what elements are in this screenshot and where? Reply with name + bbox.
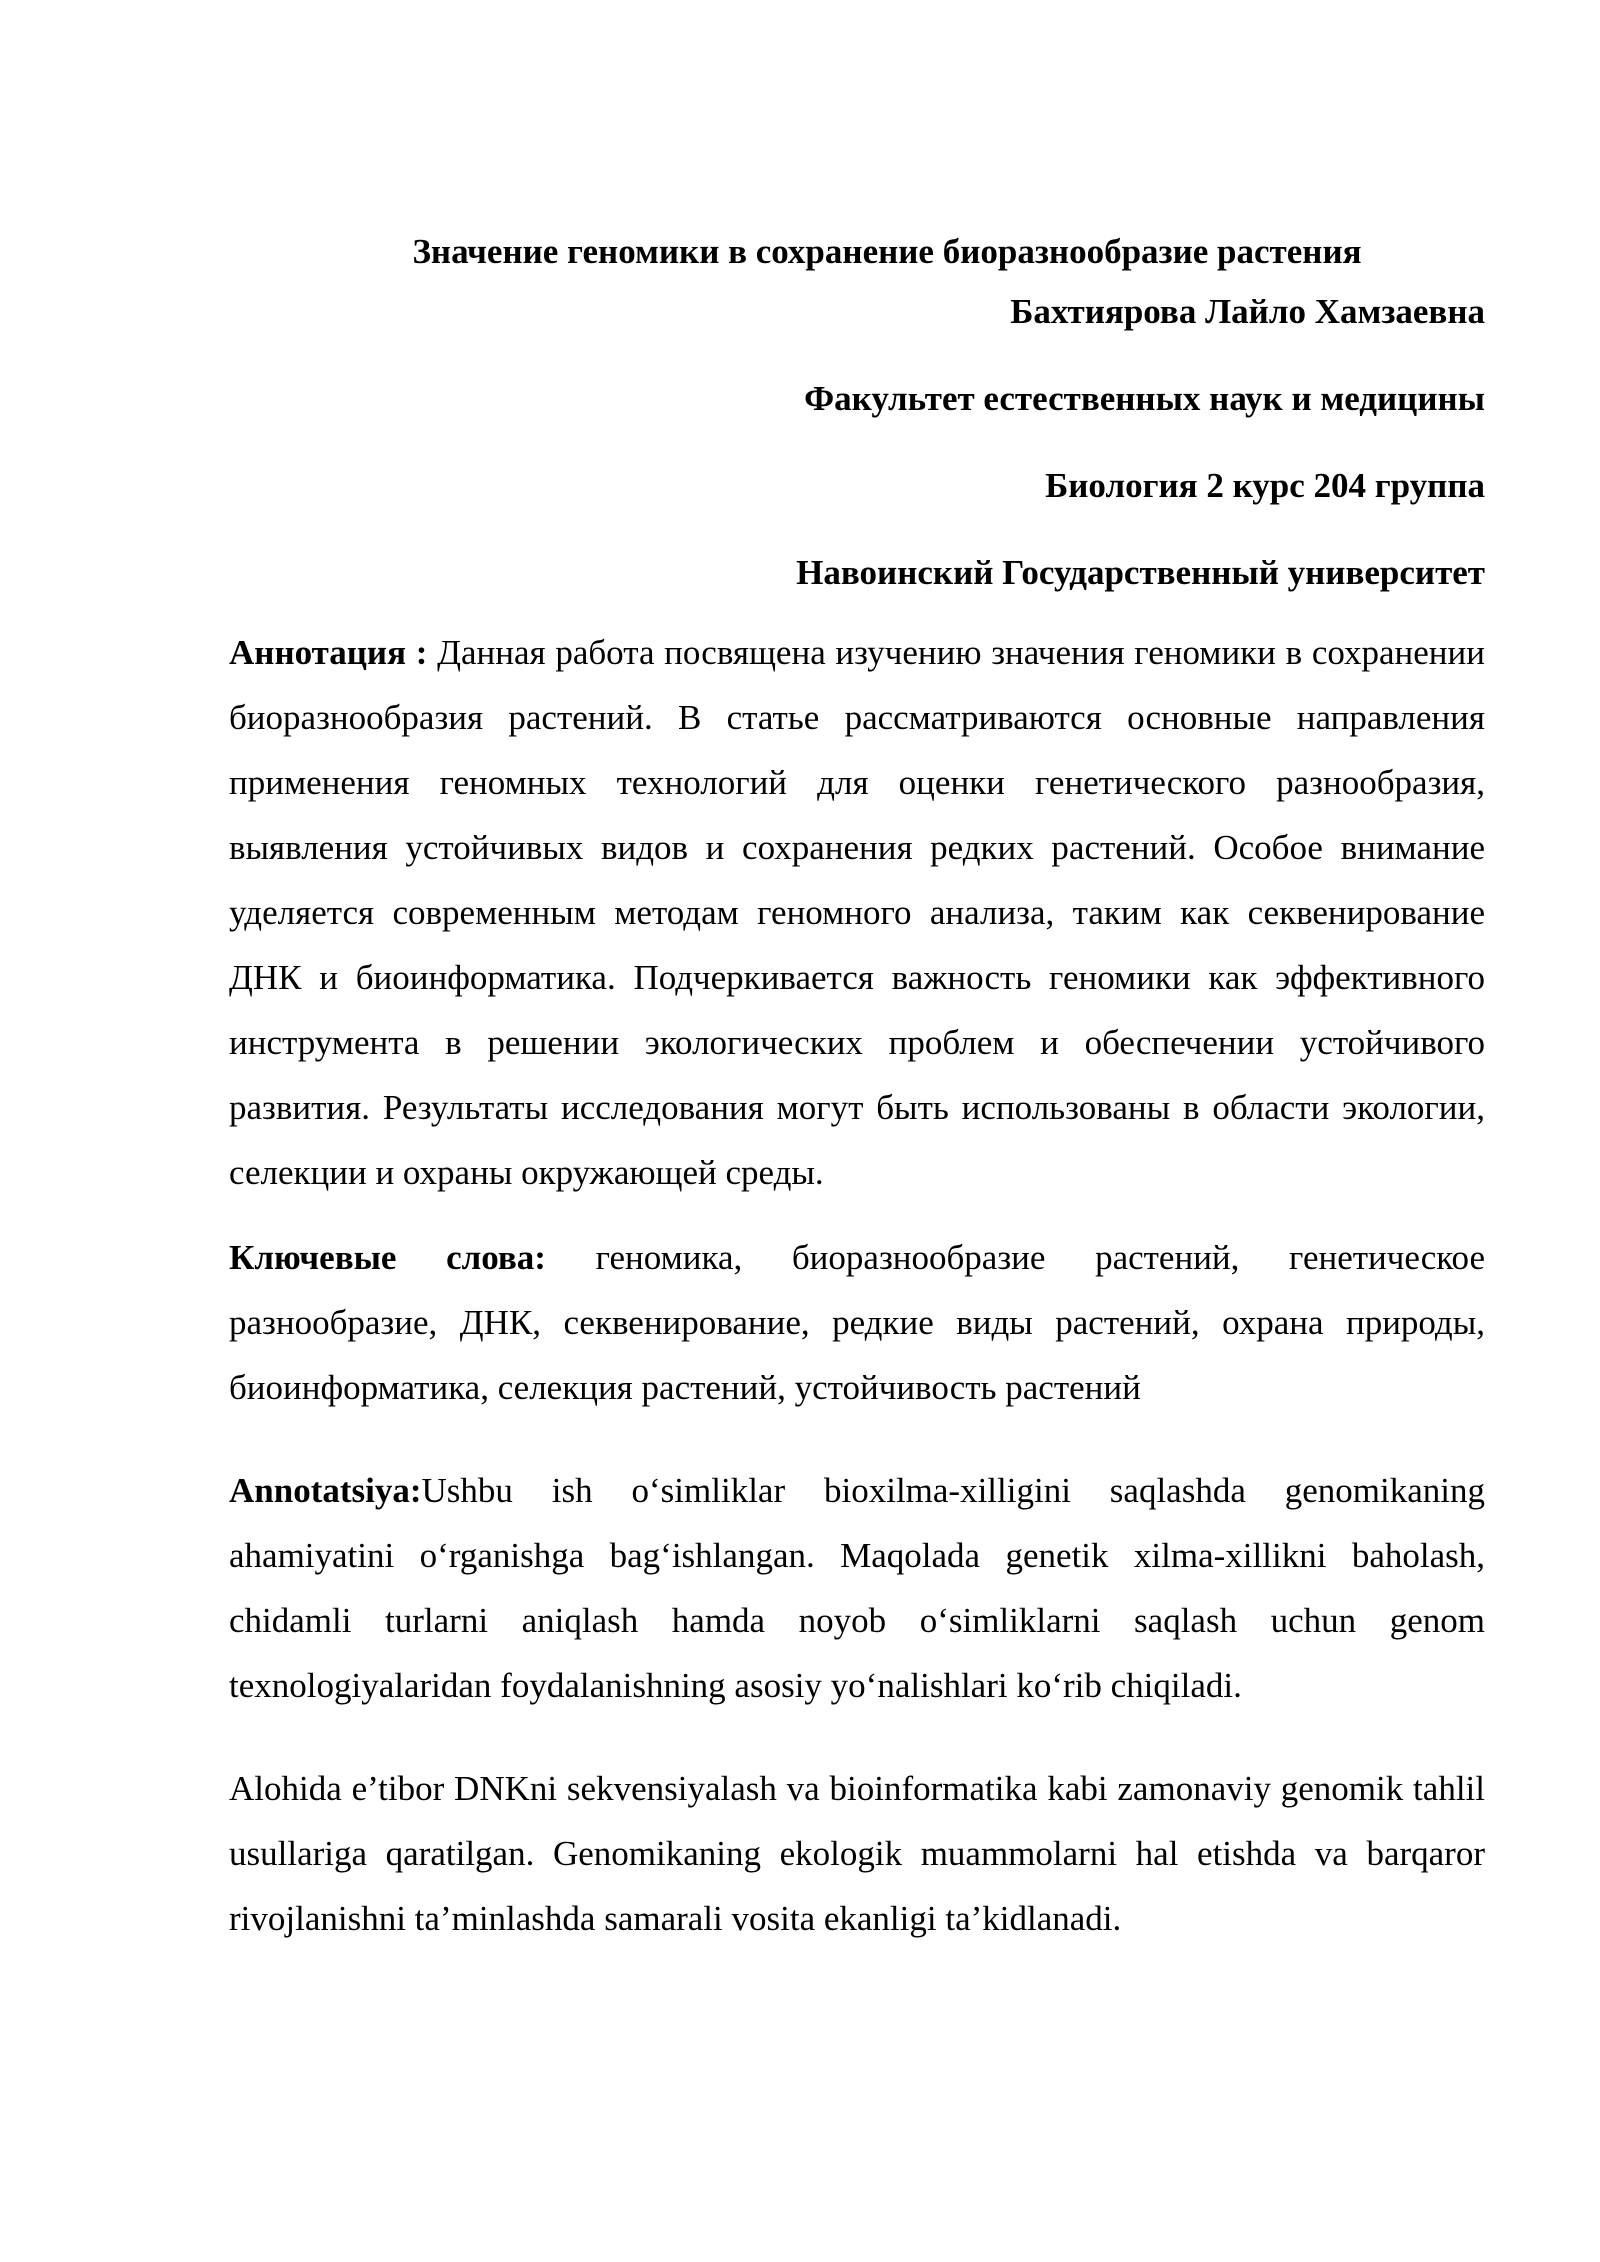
abstract-uz-continued: Alohida e’tibor DNKni sekvensiyalash va bioinformatika kabi zamonaviy genomik tahlil usullariga qaratilgan. Genomikaning ekologik muammolarni hal etishda va barqaror rivojlanishni ta’minlashda samarali vosita ekanligi ta’kidlanadi.	[229, 1769, 1485, 1938]
university: Навоинский Государственный университет	[796, 553, 1485, 592]
abstract-ru	[229, 620, 1485, 1205]
paper-title: Значение геномики в сохранение биоразнообразие растения	[412, 232, 1362, 271]
study-group: Биология 2 курс 204 группа	[1045, 466, 1485, 505]
faculty: Факультет естественных наук и медицины	[804, 379, 1485, 418]
abstract-ru-text: Данная работа посвящена изучению значения геномики в сохранении биоразнообразия растений. В статье рассматриваются основные направления применения геномных технологий для оценки генетического разнообразия, выявления устойчивых видов и сохранения редких растений. Особое внимание уделяется современным методам геномного анализа, таким как секвенирование ДНК и биоинформатика. Подчеркивается важность геномики как эффективного инструмента в решении экологических проблем и обеспечении устойчивого развития. Результаты исследования могут быть использованы в области экологии, селекции и охраны окружающей среды.	[229, 633, 1486, 1192]
keywords-ru	[229, 1225, 1485, 1420]
keywords-ru-text: геномика, биоразнообразие растений, генетическое разнообразие, ДНК, секвенирование, редкие виды растений, охрана природы, биоинформатика, селекция растений, устойчивость растений	[229, 1238, 1485, 1407]
keywords-ru-label: Ключевые слова:	[229, 1238, 546, 1277]
abstract-uz-label: Annotatsiya:	[229, 1471, 422, 1510]
abstract-ru-label: Аннотация :	[229, 633, 428, 672]
abstract-uz-text: Ushbu ish oʻsimliklar bioxilma-xilligini saqlashda genomikaning ahamiyatini oʻrganishga bagʻishlangan. Maqolada genetik xilma-xillikni baholash, chidamli turlarni aniqlash hamda noyob oʻsimliklarni saqlash uchun genom texnologiyalaridan foydalanishning asosiy yoʻnalishlari koʻrib chiqiladi.	[229, 1471, 1485, 1705]
abstract-uz	[229, 1458, 1485, 1718]
page-content	[229, 222, 1485, 1951]
author-name: Бахтиярова Лайло Хамзаевна	[1010, 292, 1485, 331]
